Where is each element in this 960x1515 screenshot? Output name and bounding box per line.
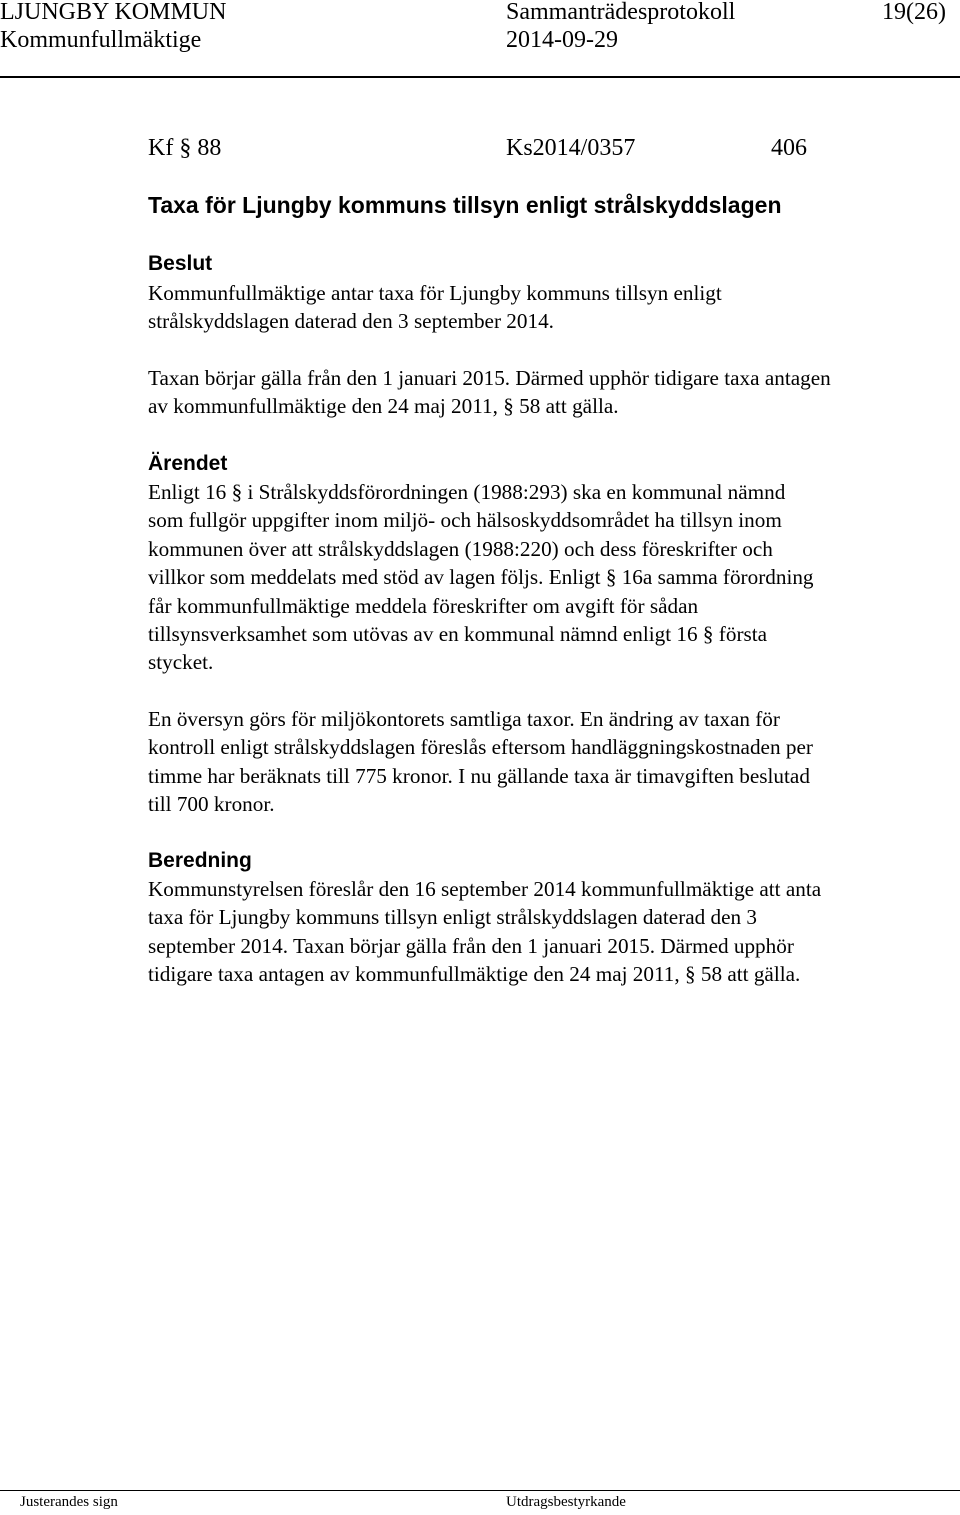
org-name: LJUNGBY KOMMUN — [0, 0, 227, 25]
body-name: Kommunfullmäktige — [0, 27, 202, 53]
text-line: som fullgör uppgifter inom miljö- och hälsoskyddsområdet ha tillsyn inom — [148, 508, 782, 533]
page-title: Taxa för Ljungby kommuns tillsyn enligt strålskyddslagen — [148, 192, 782, 218]
beslut-paragraph-1 — [148, 279, 938, 336]
text-line: En översyn görs för miljökontorets samtliga taxor. En ändring av taxan för — [148, 707, 780, 731]
case-code: 406 — [771, 135, 807, 161]
text-line: timme har beräknats till 775 kronor. I nu gällande taxa är timavgiften beslutad — [148, 763, 810, 788]
section-heading-beslut: Beslut — [148, 252, 213, 275]
page-header — [0, 0, 960, 80]
paragraph-reference: Kf § 88 — [148, 135, 222, 161]
text-line: villkor som meddelats med stöd av lagen följs. Enligt § 16a samma förordning — [148, 565, 814, 590]
section-heading-arendet: Ärendet — [148, 452, 228, 475]
text-line: tidigare taxa antagen av kommunfullmäktige den 24 maj 2011, § 58 att gälla. — [148, 962, 801, 987]
footer-divider — [0, 1490, 960, 1491]
text-line: taxa för Ljungby kommuns tillsyn enligt strålskyddslagen daterad den 3 — [148, 905, 758, 930]
section-heading-beredning: Beredning — [148, 849, 252, 872]
text-line: får kommunfullmäktige meddela föreskrifter om avgift för sådan — [148, 593, 699, 618]
footer-signature-label: Justerandes sign — [20, 1494, 118, 1510]
beslut-paragraph-2 — [148, 364, 938, 421]
header-divider — [0, 76, 960, 78]
text-line: tillsynsverksamhet som utövas av en kommunal nämnd enligt 16 § första — [148, 622, 768, 647]
arendet-paragraph-2 — [148, 705, 938, 819]
page-number: 19(26) — [882, 0, 946, 25]
text-line: stycket. — [148, 650, 214, 675]
text-line: av kommunfullmäktige den 24 maj 2011, § 58 att gälla. — [148, 394, 619, 419]
text-line: strålskyddslagen daterad den 3 september 2014. — [148, 309, 554, 334]
text-line: Taxan börjar gälla från den 1 januari 2015. Därmed upphör tidigare taxa antagen — [148, 366, 831, 390]
text-line: kontroll enligt strålskyddslagen föreslås eftersom handläggningskostnaden per — [148, 735, 813, 760]
text-line: september 2014. Taxan börjar gälla från den 1 januari 2015. Därmed upphör — [148, 933, 794, 958]
beredning-paragraph — [148, 875, 938, 989]
meeting-date: 2014-09-29 — [506, 27, 618, 53]
text-line: till 700 kronor. — [148, 792, 275, 817]
text-line: Kommunstyrelsen föreslår den 16 september 2014 kommunfullmäktige att anta — [148, 877, 822, 901]
text-line: kommunen över att strålskyddslagen (1988:220) och dess föreskrifter och — [148, 536, 773, 561]
footer-certification-label: Utdragsbestyrkande — [506, 1494, 626, 1510]
document-type: Sammanträdesprotokoll — [506, 0, 736, 25]
arendet-paragraph-1 — [148, 478, 938, 677]
text-line: Enligt 16 § i Strålskyddsförordningen (1988:293) ska en kommunal nämnd — [148, 480, 786, 504]
text-line: Kommunfullmäktige antar taxa för Ljungby kommuns tillsyn enligt — [148, 281, 722, 305]
case-number: Ks2014/0357 — [506, 135, 636, 161]
